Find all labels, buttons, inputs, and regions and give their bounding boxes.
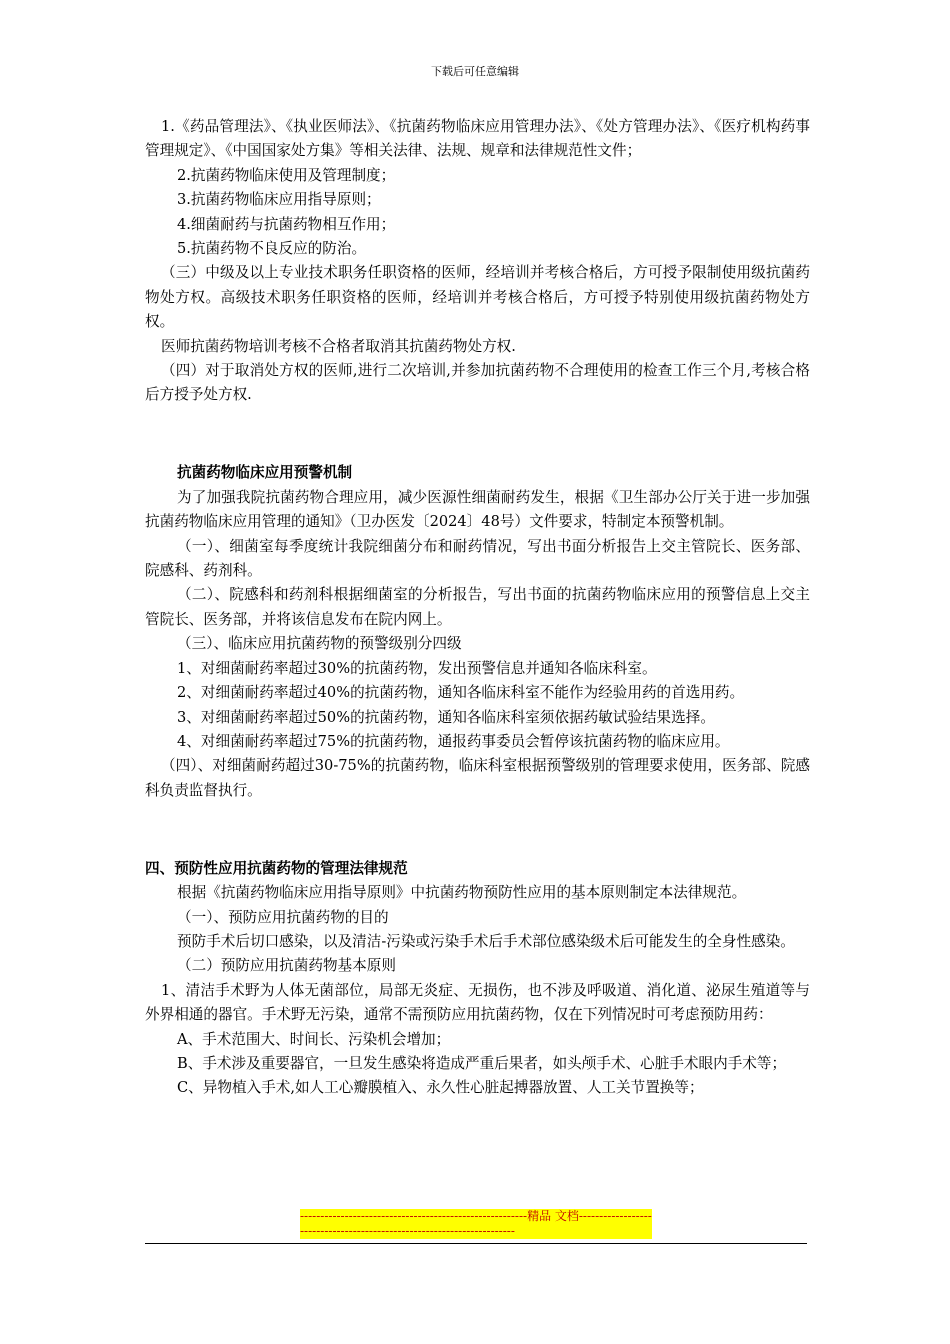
paragraph: B、手术涉及重要器官，一旦发生感染将造成严重后果者，如头颅手术、心脏手术眼内手术等；	[177, 1054, 787, 1072]
paragraph: （一）、预防应用抗菌药物的目的	[177, 908, 389, 926]
paragraph-gap	[145, 818, 810, 842]
paragraph: 5.抗菌药物不良反应的防治。	[177, 240, 367, 258]
paragraph-gap	[145, 422, 810, 446]
paragraph: 4、对细菌耐药率超过75%的抗菌药物，通报药事委员会暂停该抗菌药物的临床应用。	[177, 732, 730, 750]
paragraph: 医师抗菌药物培训考核不合格者取消其抗菌药物处方权.	[161, 337, 516, 355]
paragraph: 4.细菌耐药与抗菌药物相互作用；	[177, 215, 396, 233]
paragraph: （二）、院感科和药剂科根据细菌室的分析报告，写出书面的抗菌药物临床应用的预警信息上交主管院长、医务部，并将该信息发布在院内网上。	[145, 586, 810, 628]
paragraph: A、手术范围大、时间长、污染机会增加；	[177, 1030, 451, 1048]
document-body	[145, 115, 810, 1101]
section-heading: 四、预防性应用抗菌药物的管理法律规范	[145, 859, 408, 877]
paragraph: 3、对细菌耐药率超过50%的抗菌药物，通知各临床科室须依据药敏试验结果选择。	[177, 708, 715, 726]
paragraph: （四）、对细菌耐药超过30-75%的抗菌药物，临床科室根据预警级别的管理要求使用，医务部、院感科负责监督执行。	[145, 757, 810, 799]
paragraph: （三）、临床应用抗菌药物的预警级别分四级	[177, 635, 462, 653]
paragraph: 2.抗菌药物临床使用及管理制度；	[177, 166, 396, 184]
paragraph: 3.抗菌药物临床应用指导原则；	[177, 191, 381, 209]
paragraph: C、异物植入手术,如人工心瓣膜植入、永久性心脏起搏器放置、人工关节置换等；	[177, 1079, 704, 1097]
paragraph: 1、清洁手术野为人体无菌部位，局部无炎症、无损伤，也不涉及呼吸道、消化道、泌尿生殖道等与外界相通的器官。手术野无污染，通常不需预防应用抗菌药物，仅在下列情况时可考虑预防用药：	[145, 981, 810, 1024]
paragraph: （二）预防应用抗菌药物基本原则	[177, 957, 396, 975]
page-header: 下载后可任意编辑	[431, 65, 519, 78]
paragraph: 1.《药品管理法》、《执业医师法》、《抗菌药物临床应用管理办法》、《处方管理办法》、《医疗机构药事管理规定》、《中国国家处方集》等相关法律、法规、规章和法律规范性文件；	[145, 118, 810, 160]
paragraph: 1、对细菌耐药率超过30%的抗菌药物，发出预警信息并通知各临床科室。	[177, 659, 657, 677]
footer-rule	[145, 1243, 807, 1244]
paragraph: （一）、细菌室每季度统计我院细菌分布和耐药情况，写出书面分析报告上交主管院长、医务部、院感科、药剂科。	[145, 537, 810, 580]
section-heading: 抗菌药物临床应用预警机制	[177, 464, 353, 482]
paragraph: 为了加强我院抗菌药物合理应用，减少医源性细菌耐药发生，根据《卫生部办公厅关于进一步加强抗菌药物临床应用管理的通知》（卫办医发〔2024〕48号）文件要求，特制定本预警机制。	[145, 488, 810, 531]
paragraph: 根据《抗菌药物临床应用指导原则》中抗菌药物预防性应用的基本原则制定本法律规范。	[177, 884, 747, 902]
paragraph: （三）中级及以上专业技术职务任职资格的医师，经培训并考核合格后，方可授予限制使用级抗菌药物处方权。高级技术职务任职资格的医师，经培训并考核合格后，方可授予特别使用级抗菌药物处方权。	[145, 264, 810, 331]
paragraph: （四）对于取消处方权的医师,进行二次培训,并参加抗菌药物不合理使用的检查工作三个月,考核合格后方授予处方权.	[145, 362, 810, 404]
paragraph: 2、对细菌耐药率超过40%的抗菌药物，通知各临床科室不能作为经验用药的首选用药。	[177, 684, 745, 702]
paragraph: 预防手术后切口感染，以及清洁-污染或污染手术后手术部位感染级术后可能发生的全身性感染。	[177, 932, 795, 950]
footer-watermark: --------------------------------------------------------精品 文档-----------------------------------------------------------------------	[300, 1209, 652, 1238]
